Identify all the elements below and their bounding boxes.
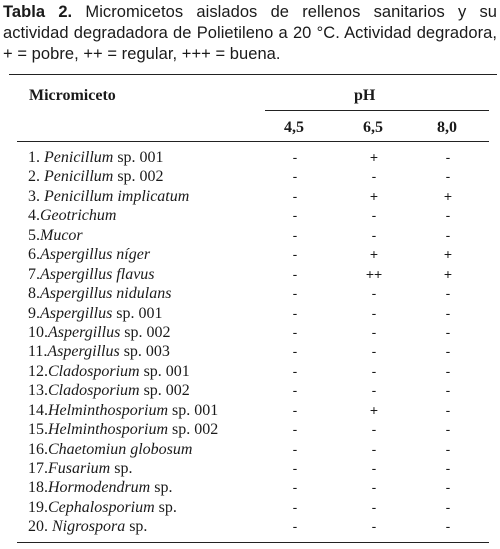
- row-number: 17.: [28, 460, 48, 477]
- species-suffix: sp. 001: [112, 304, 163, 322]
- species-suffix: sp. 001: [168, 401, 219, 419]
- activity-value-ph-1: -: [292, 285, 298, 302]
- species-name: Penicillum: [44, 149, 114, 166]
- row-number: 16.: [28, 440, 48, 458]
- table-row: [28, 498, 488, 517]
- micromiceto-name: [28, 459, 132, 478]
- species-name: Chaetomiun globosum: [48, 440, 193, 458]
- species-name: Aspergillus: [40, 304, 113, 322]
- table-row: [28, 284, 488, 303]
- activity-value-ph-2: -: [371, 343, 377, 360]
- species-suffix: sp. 002: [113, 168, 164, 186]
- column-header-2: 6,5: [363, 119, 383, 136]
- activity-value-ph-3: -: [445, 226, 451, 243]
- header-ph: pH: [354, 87, 376, 104]
- activity-value-ph-2: -: [371, 382, 377, 399]
- activity-value-ph-1: -: [292, 479, 298, 496]
- activity-value-ph-3: +: [443, 187, 453, 204]
- activity-value-ph-3: -: [445, 498, 451, 515]
- activity-value-ph-1: -: [292, 187, 298, 204]
- activity-value-ph-3: -: [445, 401, 451, 418]
- row-number: 8.: [28, 285, 40, 303]
- row-number: 14.: [28, 401, 48, 419]
- species-name: Fusarium: [48, 460, 111, 477]
- micromiceto-name: [28, 187, 189, 206]
- table-row: [28, 459, 488, 478]
- activity-value-ph-3: +: [443, 246, 453, 263]
- activity-value-ph-2: +: [369, 149, 379, 165]
- activity-value-ph-2: -: [371, 518, 377, 535]
- micromiceto-name: [28, 245, 150, 264]
- micromiceto-name: [28, 148, 164, 167]
- species-name: Cladosporium: [48, 382, 140, 400]
- species-name: Aspergillus: [48, 323, 121, 341]
- activity-value-ph-1: -: [292, 440, 298, 457]
- species-name: Helminthosporium: [48, 421, 168, 439]
- row-number: 15.: [28, 421, 48, 439]
- species-name: Helminthosporium: [48, 401, 168, 419]
- micromiceto-name: [28, 226, 83, 245]
- table-row: [28, 187, 488, 206]
- column-header-1: 4,5: [284, 119, 304, 136]
- micromiceto-name: [28, 478, 172, 497]
- activity-value-ph-1: -: [292, 226, 298, 243]
- ph-group-rule: [265, 110, 489, 111]
- activity-value-ph-3: -: [445, 479, 451, 496]
- activity-value-ph-3: -: [445, 168, 451, 185]
- activity-value-ph-3: -: [445, 323, 451, 340]
- micromiceto-name: [28, 517, 147, 536]
- table-row: [28, 206, 488, 225]
- micromiceto-name: [28, 342, 170, 361]
- row-number: 2.: [28, 168, 44, 186]
- micromiceto-name: [28, 362, 190, 381]
- table-row: [28, 362, 488, 381]
- micromiceto-name: [28, 381, 190, 400]
- activity-value-ph-2: -: [371, 226, 377, 243]
- species-suffix: sp. 003: [119, 343, 170, 361]
- row-number: 3.: [28, 187, 44, 205]
- species-name: Aspergillus níger: [40, 246, 151, 264]
- species-suffix: sp. 002: [120, 323, 171, 341]
- micromiceto-name: [28, 284, 171, 303]
- species-name: Hormodendrum: [48, 479, 151, 497]
- activity-value-ph-3: -: [445, 421, 451, 438]
- table-row: [28, 167, 488, 186]
- column-header-3: 8,0: [437, 119, 457, 136]
- micromiceto-name: [28, 167, 164, 186]
- row-number: 20.: [28, 518, 52, 536]
- table-row: [28, 478, 488, 497]
- table-row: [28, 148, 488, 167]
- species-suffix: sp. 001: [113, 149, 164, 166]
- row-number: 10.: [28, 323, 48, 341]
- micromiceto-name: [28, 206, 116, 225]
- micromiceto-name: [28, 440, 192, 459]
- activity-value-ph-3: +: [443, 265, 453, 282]
- species-name: Aspergillus: [47, 343, 120, 361]
- header-micromiceto: Micromiceto: [29, 87, 116, 104]
- activity-value-ph-3: -: [445, 304, 451, 321]
- top-rule: [9, 74, 497, 75]
- micromiceto-name: [28, 401, 218, 420]
- table-row: [28, 381, 488, 400]
- table-row: [28, 342, 488, 361]
- species-suffix: sp. 001: [139, 362, 190, 380]
- species-name: Cladosporium: [48, 362, 140, 380]
- activity-value-ph-2: -: [371, 440, 377, 457]
- activity-value-ph-1: -: [292, 518, 298, 535]
- activity-value-ph-2: -: [371, 304, 377, 321]
- table-row: [28, 323, 488, 342]
- activity-value-ph-1: -: [292, 382, 298, 399]
- species-suffix: sp.: [125, 518, 148, 536]
- activity-value-ph-1: -: [292, 168, 298, 185]
- activity-value-ph-2: -: [371, 479, 377, 496]
- species-suffix: sp.: [154, 498, 177, 516]
- species-name: Mucor: [40, 226, 83, 244]
- activity-value-ph-2: +: [369, 401, 379, 418]
- row-number: 1.: [28, 149, 44, 166]
- activity-value-ph-2: -: [371, 421, 377, 438]
- activity-value-ph-3: -: [445, 460, 451, 476]
- activity-value-ph-3: -: [445, 207, 451, 224]
- micromiceto-name: [28, 265, 155, 284]
- species-suffix: sp.: [110, 460, 133, 477]
- table-row: [28, 517, 488, 536]
- activity-value-ph-2: -: [371, 207, 377, 224]
- species-suffix: sp. 002: [139, 382, 190, 400]
- activity-value-ph-1: -: [292, 265, 298, 282]
- activity-value-ph-2: +: [369, 187, 379, 204]
- activity-value-ph-2: -: [371, 460, 377, 476]
- species-name: Nigrospora: [52, 518, 126, 536]
- species-suffix: sp. 002: [168, 421, 219, 439]
- table-row: [28, 420, 488, 439]
- micromiceto-name: [28, 323, 171, 342]
- species-name: Penicillum implicatum: [44, 187, 190, 205]
- activity-value-ph-3: -: [445, 343, 451, 360]
- row-number: 4.: [28, 207, 40, 225]
- species-name: Cephalosporium: [48, 498, 155, 516]
- species-name: Penicillum: [44, 168, 114, 186]
- activity-value-ph-3: -: [445, 518, 451, 535]
- activity-value-ph-1: -: [292, 498, 298, 515]
- bottom-rule: [17, 542, 489, 543]
- activity-value-ph-1: -: [292, 343, 298, 360]
- activity-value-ph-1: -: [292, 149, 298, 165]
- micromiceto-name: [28, 304, 163, 323]
- row-number: 5.: [28, 226, 40, 244]
- activity-value-ph-3: -: [445, 149, 451, 165]
- activity-value-ph-3: -: [445, 362, 451, 379]
- activity-value-ph-1: -: [292, 401, 298, 418]
- species-name: Aspergillus nidulans: [40, 285, 172, 303]
- activity-value-ph-1: -: [292, 304, 298, 321]
- activity-value-ph-3: -: [445, 285, 451, 302]
- micromiceto-name: [28, 498, 177, 517]
- table-caption: [3, 2, 497, 65]
- species-name: Aspergillus flavus: [40, 265, 155, 283]
- activity-value-ph-2: -: [371, 323, 377, 340]
- table-row: [28, 226, 488, 245]
- activity-value-ph-1: -: [292, 246, 298, 263]
- table-row: [28, 304, 488, 323]
- activity-value-ph-1: -: [292, 421, 298, 438]
- activity-value-ph-1: -: [292, 460, 298, 476]
- table-row: [28, 440, 488, 459]
- row-number: 13.: [28, 382, 48, 400]
- activity-value-ph-2: -: [371, 285, 377, 302]
- activity-value-ph-1: -: [292, 362, 298, 379]
- header-bottom-rule: [17, 141, 489, 142]
- table-row: [28, 401, 488, 420]
- activity-value-ph-2: -: [371, 168, 377, 185]
- activity-value-ph-1: -: [292, 323, 298, 340]
- micromiceto-name: [28, 420, 218, 439]
- activity-value-ph-2: +: [369, 246, 379, 263]
- activity-value-ph-3: -: [445, 440, 451, 457]
- table-body: [28, 148, 488, 537]
- caption-text: Micromicetos aislados de rellenos sanitarios y su actividad degradadora de Polietileno a 20 °C. Actividad degradora, + = pobre, ++ = regular, +++ = buena.: [3, 3, 497, 63]
- species-suffix: sp.: [150, 479, 173, 497]
- activity-value-ph-1: -: [292, 207, 298, 224]
- row-number: 19.: [28, 498, 48, 516]
- activity-value-ph-2: -: [371, 498, 377, 515]
- species-name: Geotrichum: [40, 207, 117, 225]
- row-number: 12.: [28, 362, 48, 380]
- activity-value-ph-2: -: [371, 362, 377, 379]
- row-number: 6.: [28, 246, 40, 264]
- activity-value-ph-2: ++: [365, 265, 383, 282]
- table-row: [28, 265, 488, 284]
- caption-label: Tabla 2.: [3, 3, 73, 21]
- row-number: 11.: [28, 343, 48, 361]
- row-number: 7.: [28, 265, 40, 283]
- row-number: 18.: [28, 479, 48, 497]
- activity-value-ph-3: -: [445, 382, 451, 399]
- row-number: 9.: [28, 304, 40, 322]
- table-row: [28, 245, 488, 264]
